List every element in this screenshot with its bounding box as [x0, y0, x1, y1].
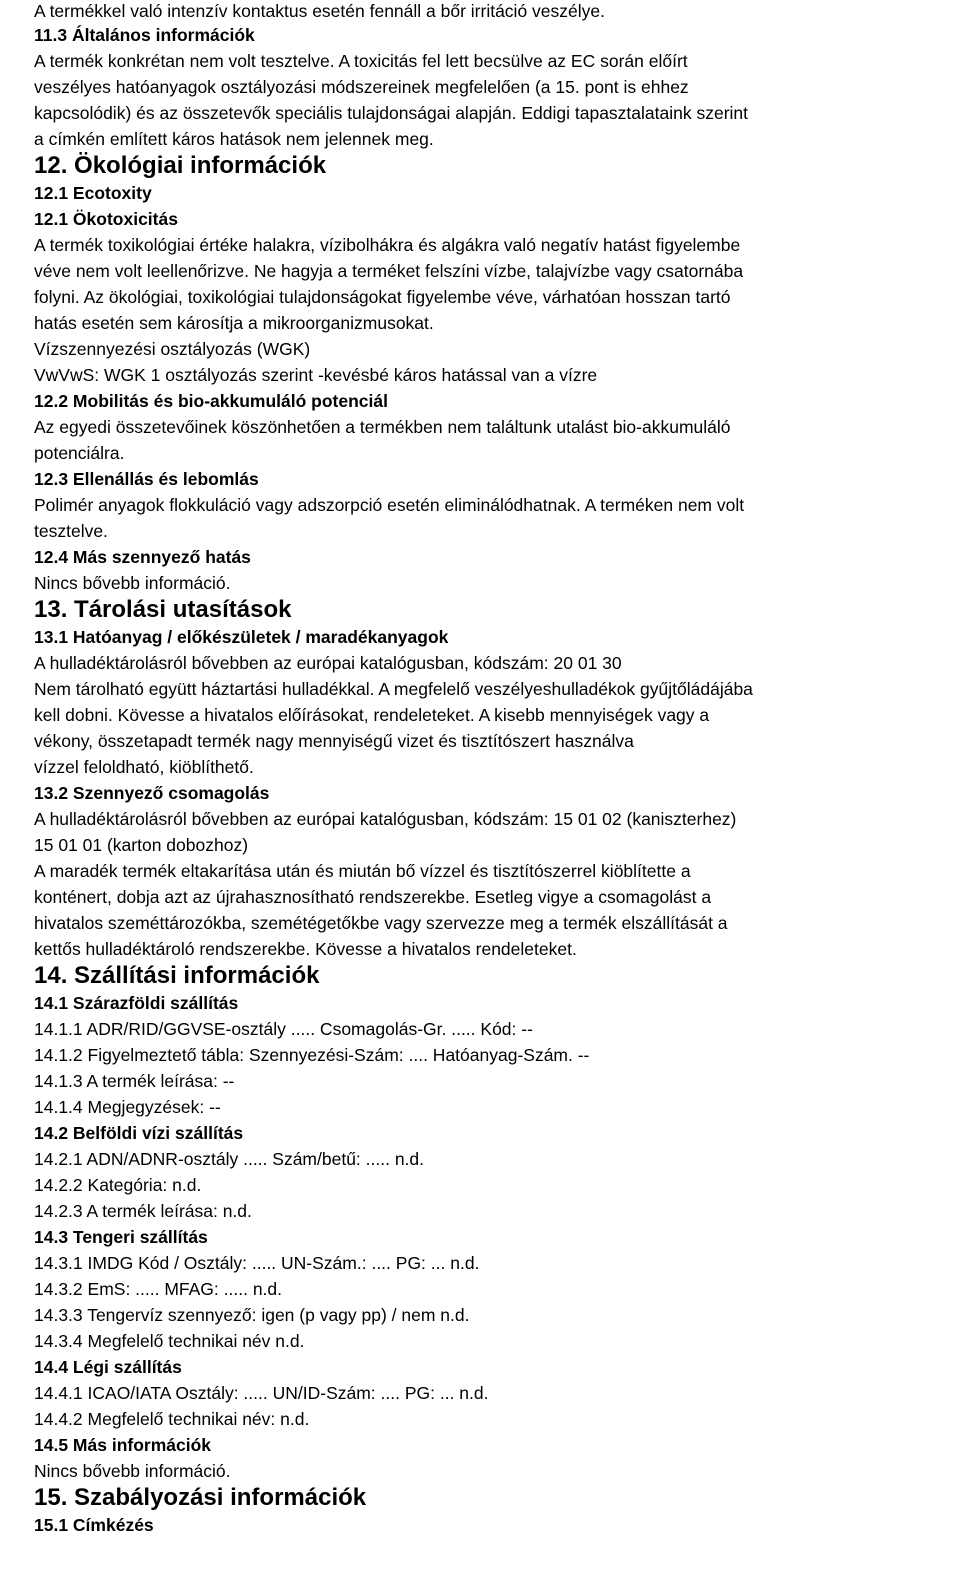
text-line: 14.4.1 ICAO/IATA Osztály: ..... UN/ID-Szám: .... PG: ... n.d. — [34, 1383, 489, 1403]
text-line: konténert, dobja azt az újrahasznosítható rendszerekbe. Esetleg vigye a csomagolást a — [34, 887, 712, 907]
text-line: A hulladéktárolásról bővebben az európai katalógusban, kódszám: 20 01 30 — [34, 653, 622, 673]
section-heading: 12. Ökológiai információk — [34, 152, 327, 179]
text-line: Nincs bővebb információ. — [34, 573, 231, 593]
text-line: 14.1.1 ADR/RID/GGVSE-osztály ..... Csomagolás-Gr. ..... Kód: -- — [34, 1019, 533, 1039]
section-heading: 14. Szállítási információk — [34, 962, 320, 989]
subsection-heading: 14.3 Tengeri szállítás — [34, 1227, 208, 1247]
section-heading: 13. Tárolási utasítások — [34, 596, 292, 623]
text-line: 15 01 01 (karton dobozhoz) — [34, 835, 249, 855]
text-line: 14.1.2 Figyelmeztető tábla: Szennyezési-Szám: .... Hatóanyag-Szám. -- — [34, 1045, 590, 1065]
text-line: kapcsolódik) és az összetevők speciális tulajdonságai alapján. Eddigi tapasztalataink szerint — [34, 103, 749, 123]
text-line: tesztelve. — [34, 521, 108, 541]
text-line: A termék toxikológiai értéke halakra, vízibolhákra és algákra való negatív hatást figyelembe — [34, 235, 741, 255]
subsection-heading: 12.3 Ellenállás és lebomlás — [34, 469, 259, 489]
text-line: veszélyes hatóanyagok osztályozási módszereinek megfelelően (a 15. pont is ehhez — [34, 77, 689, 97]
text-line: 14.3.4 Megfelelő technikai név n.d. — [34, 1331, 305, 1351]
subsection-heading: 12.1 Ökotoxicitás — [34, 209, 178, 229]
text-line: hivatalos szeméttározókba, szemétégetőkbe vagy szervezze meg a termék elszállítását a — [34, 913, 728, 933]
text-line: VwVwS: WGK 1 osztályozás szerint -kevésbé káros hatással van a vízre — [34, 365, 598, 385]
text-line: 14.2.3 A termék leírása: n.d. — [34, 1201, 252, 1221]
text-line: A termék konkrétan nem volt tesztelve. A toxicitás fel lett becsülve az EC során előírt — [34, 51, 688, 71]
subsection-heading: 13.2 Szennyező csomagolás — [34, 783, 270, 803]
subsection-heading: 13.1 Hatóanyag / előkészületek / maradékanyagok — [34, 627, 449, 647]
text-line: véve nem volt leellenőrizve. Ne hagyja a terméket felszíni vízbe, talajvízbe vagy csatornába — [34, 261, 744, 281]
text-line: hatás esetén sem károsítja a mikroorganizmusokat. — [34, 313, 434, 333]
text-line: 14.4.2 Megfelelő technikai név: n.d. — [34, 1409, 310, 1429]
subsection-heading: 12.1 Ecotoxity — [34, 183, 152, 203]
subsection-heading: 12.4 Más szennyező hatás — [34, 547, 251, 567]
text-line: potenciálra. — [34, 443, 125, 463]
text-line: Polimér anyagok flokkuláció vagy adszorpció esetén eliminálódhatnak. A terméken nem volt — [34, 495, 745, 515]
text-line: 14.3.2 EmS: ..... MFAG: ..... n.d. — [34, 1279, 283, 1299]
subsection-heading: 14.1 Szárazföldi szállítás — [34, 993, 239, 1013]
text-line: A hulladéktárolásról bővebben az európai katalógusban, kódszám: 15 01 02 (kaniszterhez) — [34, 809, 737, 829]
text-line: 14.2.1 ADN/ADNR-osztály ..... Szám/betű: ..... n.d. — [34, 1149, 425, 1169]
text-line: 14.2.2 Kategória: n.d. — [34, 1175, 202, 1195]
subsection-heading: 14.2 Belföldi vízi szállítás — [34, 1123, 244, 1143]
text-line: 14.3.3 Tengervíz szennyező: igen (p vagy pp) / nem n.d. — [34, 1305, 470, 1325]
text-line: Az egyedi összetevőinek köszönhetően a termékben nem találtunk utalást bio-akkumuláló — [34, 417, 731, 437]
text-line: 14.3.1 IMDG Kód / Osztály: ..... UN-Szám.: .... PG: ... n.d. — [34, 1253, 480, 1273]
text-line: A maradék termék eltakarítása után és miután bő vízzel és tisztítószerrel kiöblítette a — [34, 861, 691, 881]
text-line: Nem tárolható együtt háztartási hulladékkal. A megfelelő veszélyeshulladékok gyűjtőládájába — [34, 679, 753, 699]
text-line: vékony, összetapadt termék nagy mennyiségű vizet és tisztítószert használva — [34, 731, 634, 751]
text-line: vízzel feloldható, kiöblíthető. — [34, 757, 254, 777]
text-line: A termékkel való intenzív kontaktus esetén fennáll a bőr irritáció veszélye. — [34, 1, 605, 21]
section-heading: 15. Szabályozási információk — [34, 1484, 367, 1511]
text-line: 14.1.3 A termék leírása: -- — [34, 1071, 235, 1091]
text-line: folyni. Az ökológiai, toxikológiai tulajdonságokat figyelembe véve, várhatóan hosszan tartó — [34, 287, 731, 307]
text-line: Vízszennyezési osztályozás (WGK) — [34, 339, 311, 359]
text-line: kettős hulladéktároló rendszerekbe. Kövesse a hivatalos rendeleteket. — [34, 939, 577, 959]
subsection-heading: 15.1 Címkézés — [34, 1515, 154, 1535]
text-line: Nincs bővebb információ. — [34, 1461, 231, 1481]
text-line: 14.1.4 Megjegyzések: -- — [34, 1097, 221, 1117]
subsection-heading: 11.3 Általános információk — [34, 25, 255, 45]
subsection-heading: 14.4 Légi szállítás — [34, 1357, 182, 1377]
text-line: kell dobni. Kövesse a hivatalos előírásokat, rendeleteket. A kisebb mennyiségek vagy a — [34, 705, 710, 725]
text-line: a címkén említett káros hatások nem jelennek meg. — [34, 129, 434, 149]
subsection-heading: 14.5 Más információk — [34, 1435, 212, 1455]
subsection-heading: 12.2 Mobilitás és bio-akkumuláló potenciál — [34, 391, 388, 411]
